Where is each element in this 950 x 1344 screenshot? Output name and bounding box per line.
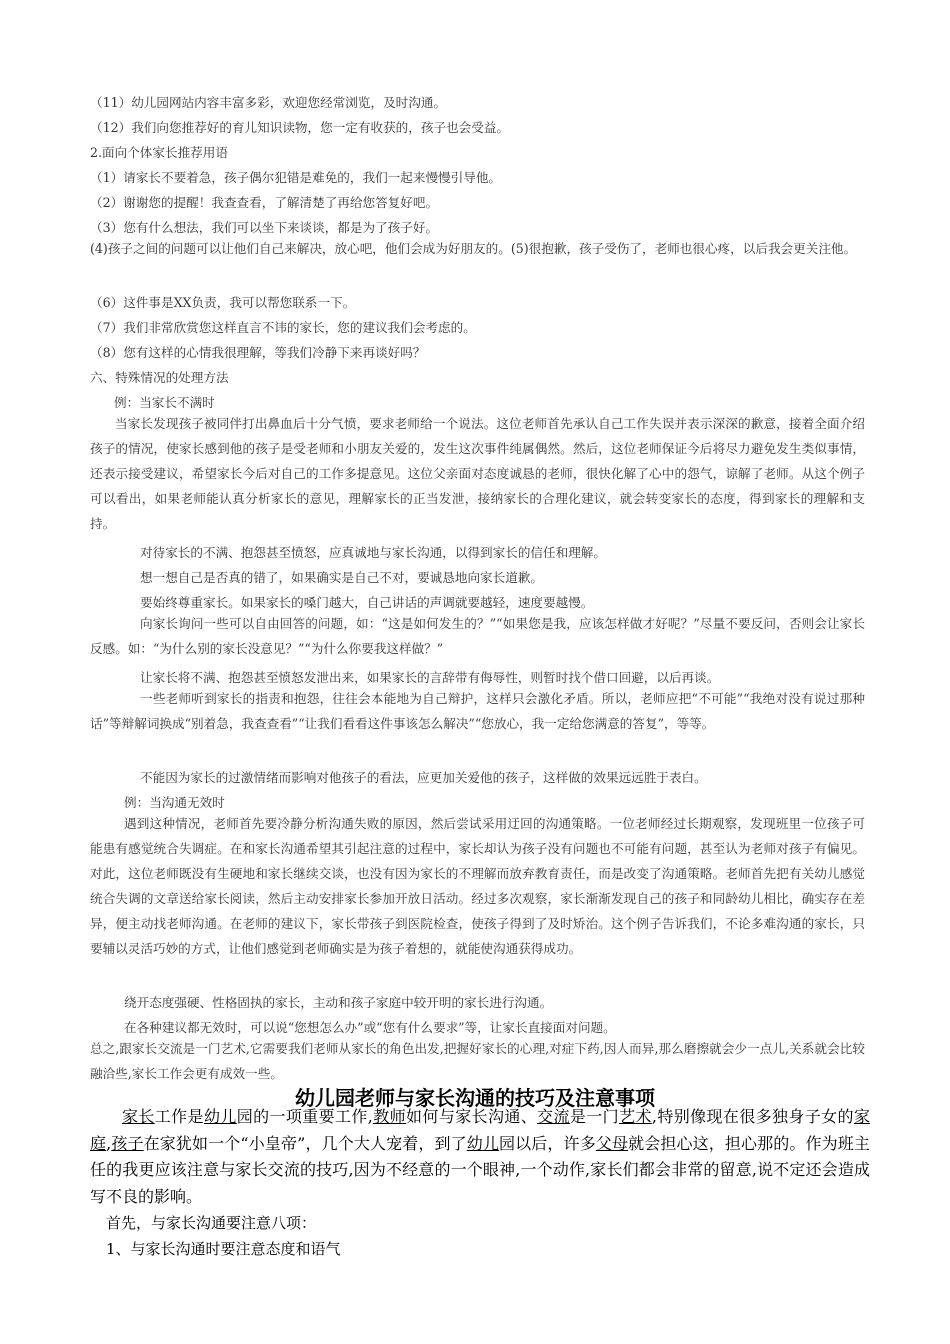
- text-line: 让家长将不满、抱怨甚至愤怒发泄出来，如果家长的言辞带有侮辱性，则暂时找个借口回避，以后再谈。: [140, 670, 720, 685]
- text-line: 想一想自己是否真的错了，如果确实是自己不对，要诚恳地向家长道歉。: [140, 570, 543, 585]
- link-word[interactable]: 父母: [595, 1133, 629, 1153]
- text-line: 不能因为家长的过激情绪而影响对他孩子的看法，应更加关爱他的孩子，这样做的效果远远胜于表白。: [140, 770, 707, 785]
- text-line: （1）请家长不要着急，孩子偶尔犯错是难免的，我们一起来慢慢引导他。: [90, 170, 502, 185]
- text-line: 在各种建议都无效时，可以说“您想怎么办”或“您有什么要求”等，让家长直接面对问题。: [124, 1020, 616, 1035]
- text-line: （12）我们向您推荐好的育儿知识读物，您一定有收获的，孩子也会受益。: [90, 120, 510, 135]
- intro-text: ,: [106, 1133, 112, 1153]
- link-word[interactable]: 交流: [537, 1107, 570, 1126]
- intro-text: 在家犹如一个“小皇帝”，几个大人宠着，到了: [143, 1133, 467, 1153]
- text-line: （3）您有什么想法，我们可以坐下来谈谈，都是为了孩子好。: [90, 220, 439, 235]
- intro-text: 园的一项重要工作,: [236, 1107, 373, 1126]
- text-line: （2）谢谢您的提醒！我查查看，了解清楚了再给您答复好吧。: [90, 195, 439, 210]
- text-paragraph: 向家长询问一些可以自由回答的问题，如：“这是如何发生的？”“如果您是我，应该怎样做才好呢？”尽量不要反问，否则会让家长反感。如：“为什么别的家长没意见？”“为什么你要我这样做？”: [90, 616, 865, 656]
- text-line: （7）我们非常欣赏您这样直言不讳的家长，您的建议我们会考虑的。: [90, 320, 476, 335]
- link-word[interactable]: 家长: [122, 1107, 155, 1126]
- intro-text: 是一门: [569, 1107, 620, 1126]
- link-word[interactable]: 幼儿: [466, 1133, 500, 1153]
- intro-text: 工作是: [154, 1107, 204, 1126]
- text-line: （8）您有这样的心情我很理解，等我们冷静下来再谈好吗？: [90, 345, 426, 360]
- example-heading: 例：当家长不满时: [114, 395, 215, 410]
- link-word[interactable]: 教师: [372, 1107, 407, 1126]
- text-paragraph: 一些老师听到家长的指责和抱怨，往往会本能地为自己辩护，这样只会激化矛盾。所以，老师应把“不可能”“我绝对没有说过那种话”等辩解词换成“别着急，我查查看”“让我们看看这件事该怎么解决”“您放心，我一定给您满意的答复”，等等。: [90, 691, 865, 731]
- article-title: 幼儿园老师与家长沟通的技巧及注意事项: [295, 1086, 655, 1110]
- text-line: 绕开态度强硬、性格固执的家长，主动和孩子家庭中较开明的家长进行沟通。: [124, 995, 553, 1010]
- text-line: （6）这件事是XX负责，我可以帮您联系一下。: [90, 295, 356, 310]
- link-word[interactable]: 幼儿: [203, 1107, 237, 1126]
- text-line: （11）幼儿园网站内容丰富多彩，欢迎您经常浏览，及时沟通。: [90, 95, 447, 110]
- intro-text: ,特别像现在很多独身子女的: [651, 1107, 854, 1126]
- summary-paragraph: 总之,跟家长交流是一门艺术,它需要我们老师从家长的角色出发,把握好家长的心理,对症下药,因人而异,那么磨擦就会少一点儿,关系就会比较融洽些,家长工作会更有成效一些。: [90, 1041, 865, 1081]
- example-heading: 例：当沟通无效时: [124, 795, 225, 810]
- text-paragraph: 当家长发现孩子被同伴打出鼻血后十分气愤，要求老师给一个说法。这位老师首先承认自己工作失误并表示深深的歉意，接着全面介绍孩子的情况，使家长感到他的孩子是受老师和小朋友关爱的，发生这次事件纯属偶然。然后，这位老师保证今后将尽力避免发生类似事情，还表示接受建议，希望家长今后对自己的工作多提意见。这位父亲面对态度诚恳的老师，很快化解了心中的怨气，谅解了老师。从这个例子可以看出，如果老师能认真分析家长的意见，理解家长的正当发泄，接纳家长的合理化建议，就会转变家长的态度，得到家长的理解和支持。: [90, 416, 865, 531]
- text-line: 要始终尊重家长。如果家长的嗓门越大，自己讲话的声调就要越轻，速度要越慢。: [140, 595, 594, 610]
- text-line: 对待家长的不满、抱怨甚至愤怒，应真诚地与家长沟通，以得到家长的信任和理解。: [140, 545, 606, 560]
- list-item-heading: 1、与家长沟通时要注意态度和语气: [106, 1240, 341, 1258]
- link-word[interactable]: 孩子: [111, 1133, 144, 1153]
- link-word[interactable]: 家庭: [90, 1107, 870, 1153]
- section-heading: 六、特殊情况的处理方法: [90, 370, 229, 385]
- section-heading: 首先，与家长沟通要注意八项：: [106, 1214, 317, 1232]
- text-paragraph: 遇到这种情况，老师首先要冷静分析沟通失败的原因，然后尝试采用迂回的沟通策略。一位老师经过长期观察，发现班里一位孩子可能患有感觉统合失调症。在和家长沟通希望其引起注意的过程中，家长却认为孩子没有问题也不可能有问题，甚至认为老师对孩子有偏见。对此，这位老师既没有生硬地和家长继续交谈，也没有因为家长的不理解而放弃教育责任，而是改变了沟通策略。老师首先把有关幼儿感觉统合失调的文章送给家长阅读，然后主动安排家长参加开放日活动。经过多次观察，家长渐渐发现自己的孩子和同龄幼儿相比，确实存在差异，便主动找老师沟通。在老师的建议下，家长带孩子到医院检查，使孩子得到了及时矫治。这个例子告诉我们，不论多难沟通的家长，只要辅以灵活巧妙的方式，让他们感觉到老师确实是为孩子着想的，就能使沟通获得成功。: [90, 816, 865, 956]
- text-paragraph: (4)孩子之间的问题可以让他们自己来解决，放心吧，他们会成为好朋友的。(5)很抱歉，孩子受伤了，老师也很心疼，以后我会更关注他。: [90, 241, 857, 256]
- intro-paragraph: [90, 1104, 870, 1210]
- intro-text: 如何与家长沟通、: [406, 1107, 538, 1126]
- section-heading: 2.面向个体家长推荐用语: [90, 145, 228, 160]
- intro-text: 就会担心这，担心那的。作为班主任的我更应该注意与家长交流的技巧,因为不经意的一个眼神,一个动作,家长们都会非常的留意,说不定还会造成写不良的影响。: [90, 1133, 870, 1206]
- intro-text: 园以后，许多: [499, 1133, 596, 1153]
- link-word[interactable]: 艺术: [619, 1107, 652, 1126]
